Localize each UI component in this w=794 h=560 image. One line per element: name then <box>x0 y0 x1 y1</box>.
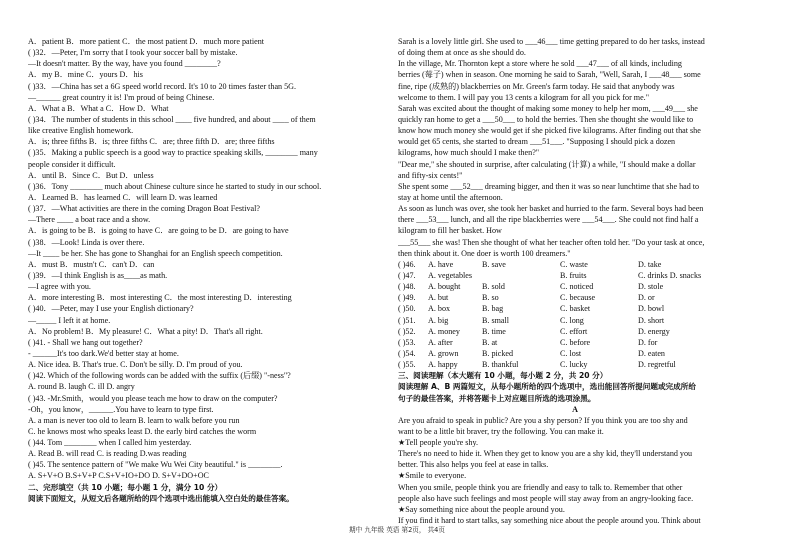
answer-option: D. or <box>638 293 655 303</box>
question-line: A．must B．mustn't C．can't D．can <box>28 259 155 269</box>
answer-option: C. effort <box>560 326 588 336</box>
passage-line: of doing them at once as she should do. <box>398 48 526 58</box>
answer-option: C. lost <box>560 348 582 358</box>
question-line: - ______It's too dark.We'd better stay at home. <box>28 348 179 358</box>
question-number: ( )49. <box>398 293 416 303</box>
answer-option: A. box <box>428 304 451 314</box>
answer-option: D. eaten <box>638 348 665 358</box>
section3-instruction-line-1: 阅读理解 A、B 两篇短文，从每小题所给的四个选项中，选出能回答所提问题或完成所给 <box>398 382 696 392</box>
question-line: A．my B．mine C．yours D．his <box>28 70 143 80</box>
passage-a-line: better. This also helps you feel at ease in talks. <box>398 460 549 470</box>
passage-line: As soon as lunch was over, she took her basket and hurried to the farm. Several boys had been <box>398 204 704 214</box>
passage-a-line: ★Smile to everyone. <box>398 471 467 481</box>
question-line: A. Read B. will read C. is reading D.was reading <box>28 449 187 459</box>
answer-option: C. before <box>560 337 591 347</box>
answer-option: C. noticed <box>560 282 594 292</box>
passage-line: quickly ran home to get a ___50___ to hold the berries. Then she thought she would like to <box>398 114 694 124</box>
passage-line: stay at home until the afternoon. <box>398 192 503 202</box>
question-line: A. a man is never too old to learn B. learn to walk before you run <box>28 415 240 425</box>
passage-line: kilogram to fill her basket. How <box>398 226 502 236</box>
option-row <box>398 303 752 314</box>
question-line: ( )32．—Peter, I'm sorry that I took your soccer ball by mistake. <box>28 48 238 58</box>
answer-option: D. take <box>638 259 662 269</box>
question-number: ( )55. <box>398 360 416 370</box>
question-line: —_____ I left it at home. <box>28 315 111 325</box>
question-line: ( )42. Which of the following words can be added with the suffix (后缀) "-ness"? <box>28 371 291 381</box>
passage-a-line: ★Tell people you're shy. <box>398 438 478 448</box>
question-number: ( )54. <box>398 348 416 358</box>
answer-option: A. grown <box>428 348 459 358</box>
section2-heading: 二、完形填空（共 10 小题；每小题 1 分，满分 10 分） <box>28 482 223 492</box>
option-row <box>398 259 752 270</box>
passage-line: Sarah was excited about the thought of making some money to help her mom, ___49___ she <box>398 103 698 113</box>
question-line: A．No problem! B．My pleasure! C．What a pity! D．That's all right. <box>28 326 263 336</box>
answer-option <box>482 270 560 281</box>
answer-option: B. small <box>482 315 509 325</box>
answer-option: B. thankful <box>482 360 519 370</box>
question-number: ( )46. <box>398 259 416 269</box>
passage-line: "Dear me," she shouted in surprise, after calculating (计算) a while, "I should make a dollar <box>398 159 696 169</box>
answer-option: C. drinks D. snacks <box>638 270 702 280</box>
answer-option: A. after <box>428 337 453 347</box>
answer-option: B. save <box>482 259 506 269</box>
passage-a-line: There's no need to hide it. When they get to know you are a shy kid, they'll understand you <box>398 449 693 459</box>
question-line: ( )35．Making a public speech is a good way to practice speaking skills, ________ many <box>28 148 318 158</box>
question-number: ( )50. <box>398 304 416 314</box>
answer-option: B. picked <box>482 348 514 358</box>
answer-option: B. sold <box>482 282 505 292</box>
passage-line: would get 65 cents, she started to dream ___51___. "Supposing I should pick a dozen <box>398 137 676 147</box>
question-line: A．patient B．more patient C．the most patient D．much more patient <box>28 37 265 46</box>
answer-option: C. waste <box>560 259 588 269</box>
question-line: —It doesn't matter. By the way, have you found ________? <box>28 59 221 69</box>
question-line: —I agree with you. <box>28 282 91 292</box>
question-line: C. he knows most who speaks least D. the early bird catches the worm <box>28 426 257 436</box>
question-line: ( )33．—China has set a 6G speed world record. It's 10 to 20 times faster than 5G. <box>28 81 297 91</box>
passage-a-line: ★Say something nice about the people around you. <box>398 504 565 514</box>
passage-line: welcome to them. I will pay you 13 cents a kilogram for all you pick for me." <box>398 92 649 102</box>
passage-line: ___55___ she was! Then she thought of what her teacher often told her. "Do your task at once, <box>398 237 705 247</box>
answer-option: D. bowl <box>638 304 665 314</box>
passage-line: berries (莓子) when in season. One morning he said to Sarah, "Well, Sarah, I ___48___ some <box>398 70 701 80</box>
option-row <box>398 348 752 359</box>
cloze-options <box>398 259 752 370</box>
passage-line: and fifty-six cents!" <box>398 170 463 180</box>
answer-option: B. bag <box>482 304 504 314</box>
option-row <box>398 270 752 281</box>
option-row <box>398 326 752 337</box>
question-list <box>28 36 382 482</box>
question-line: —It ____ be her. She has gone to Shanghai for an English speech competition. <box>28 248 283 258</box>
passage-a-line: When you smile, people think you are friendly and easy to talk to. Remember that other <box>398 482 683 492</box>
passage-a-title: A <box>572 404 578 414</box>
question-line: A．more interesting B．most interesting C．the most interesting D．interesting <box>28 293 292 303</box>
passage-line: fine, ripe (成熟的) blackberries on Mr. Green's farm today. He said that anybody was <box>398 81 675 91</box>
passage-line: there ___53___ lunch, and all the ripe blackberries were ___54___. She could not find half a <box>398 215 699 225</box>
question-line: ( )38．—Look! Linda is over there. <box>28 237 145 247</box>
option-row <box>398 337 752 348</box>
passage-line: kilograms, how much should I make then?" <box>398 148 540 158</box>
left-column <box>28 36 382 504</box>
option-row <box>398 315 752 326</box>
question-number: ( )51. <box>398 315 416 325</box>
passage-a-line: Are you afraid to speak in public? Are you a shy person? If you think you are too shy and <box>398 415 688 425</box>
question-line: ( )41. - Shall we hang out together? <box>28 337 143 347</box>
question-line: —There ____ a boat race and a show. <box>28 215 151 225</box>
question-line: ( )43. -Mr.Smith，would you please teach me how to draw on the computer? <box>28 393 278 403</box>
question-line: A. S+V+O B.S+V+P C.S+V+IO+DO D. S+V+DO+OC <box>28 471 209 481</box>
answer-option: B. at <box>482 337 498 347</box>
question-line: people consider it difficult. <box>28 159 116 169</box>
question-line: A．until B．Since C．But D．unless <box>28 170 154 180</box>
section3-heading: 三、阅读理解（本大题有 10 小题，每小题 2 分，共 20 分） <box>398 371 608 381</box>
answer-option: A. have <box>428 259 454 269</box>
question-line: ( )36．Tony ________ much about Chinese culture since he started to study in our school. <box>28 181 322 191</box>
question-line: —______ great country it is! I'm proud of being Chinese. <box>28 92 215 102</box>
passage-line: then think about it. One doer is worth 100 dreamers." <box>398 248 571 258</box>
question-line: A．is; three fifths B．is; three fifths C．are; three fifth D．are; three fifths <box>28 137 275 147</box>
answer-option: D. regretful <box>638 360 676 370</box>
answer-option: B. fruits <box>560 270 587 280</box>
answer-option: B. so <box>482 293 499 303</box>
answer-option: C. basket <box>560 304 591 314</box>
page-footer: 期中 九年级 英语 第2页， 共4页 <box>349 526 445 534</box>
option-row <box>398 292 752 303</box>
question-line: A．What a B．What a C．How D．What <box>28 103 169 113</box>
answer-option: A. big <box>428 315 449 325</box>
question-line: A. Nice idea. B. That's true. C. Don't be silly. D. I'm proud of you. <box>28 360 243 370</box>
passage-a <box>398 415 752 526</box>
question-number: ( )53. <box>398 337 416 347</box>
answer-option: B. time <box>482 326 506 336</box>
answer-option: A. but <box>428 293 449 303</box>
question-line: -Oh，you know，______.You have to learn to type first. <box>28 404 214 414</box>
answer-option: C. lucky <box>560 360 588 370</box>
answer-option: D. stole <box>638 282 664 292</box>
question-line: A．Learned B．has learned C．will learn D. was learned <box>28 192 218 202</box>
answer-option: D. energy <box>638 326 670 336</box>
section3-instruction-line-2: 句子的最佳答案，并将答题卡上对应题目所选的选项涂黑。 <box>398 393 596 403</box>
question-line: ( )39．—I think English is as____as math. <box>28 270 168 280</box>
answer-option: C. long <box>560 315 584 325</box>
passage-a-line: want to be a little bit braver, try the following. You can make it. <box>398 426 604 436</box>
question-line: ( )37．—What activities are there in the coming Dragon Boat Festival? <box>28 204 260 214</box>
answer-option: C. because <box>560 293 596 303</box>
option-row <box>398 359 752 370</box>
question-line: like creative English homework. <box>28 126 134 136</box>
answer-option: A. happy <box>428 360 458 370</box>
section2-instruction: 阅读下面短文，从短文后各题所给的四个选项中选出能填入空白处的最佳答案。 <box>28 493 294 503</box>
option-row <box>398 281 752 292</box>
question-line: ( )34．The number of students in this school ____ five hundred, and about ____ of them <box>28 114 316 124</box>
answer-option: D. short <box>638 315 665 325</box>
passage-a-line: If you find it hard to start talks, say something nice about the people around you. Think about <box>398 516 701 526</box>
question-line: ( )44. Tom ________ when I called him yesterday. <box>28 438 192 448</box>
question-line: ( )45. The sentence pattern of "We make Wu Wei City beautiful." is ________. <box>28 460 283 470</box>
passage-line: Sarah is a lovely little girl. She used to ___46___ time getting prepared to do her tasks, instead <box>398 37 705 46</box>
question-number: ( )47. <box>398 270 416 280</box>
passage-line: She spent some ___52___ dreaming bigger, and then it was so near lunchtime that she had to <box>398 181 700 191</box>
passage-a-line: people also have such feelings and most people will stay away from an angry-looking face. <box>398 493 694 503</box>
passage-line: know how much money she would get if she picked five kilograms. After finding out that she <box>398 126 701 136</box>
answer-option: D. for <box>638 337 658 347</box>
answer-option: A. bought <box>428 282 461 292</box>
answer-option: A. money <box>428 326 460 336</box>
cloze-passage <box>398 36 752 259</box>
question-line: A．is going to be B．is going to have C．are going to be D．are going to have <box>28 226 289 236</box>
answer-option: A. vegetables <box>428 270 473 280</box>
question-line: ( )40．—Peter, may I use your English dictionary? <box>28 304 194 314</box>
question-number: ( )52. <box>398 326 416 336</box>
question-line: A. round B. laugh C. ill D. angry <box>28 382 135 392</box>
right-column <box>398 36 752 526</box>
question-number: ( )48. <box>398 282 416 292</box>
passage-line: In the village, Mr. Thornton kept a store where he sold ___47___ of all kinds, including <box>398 59 682 69</box>
